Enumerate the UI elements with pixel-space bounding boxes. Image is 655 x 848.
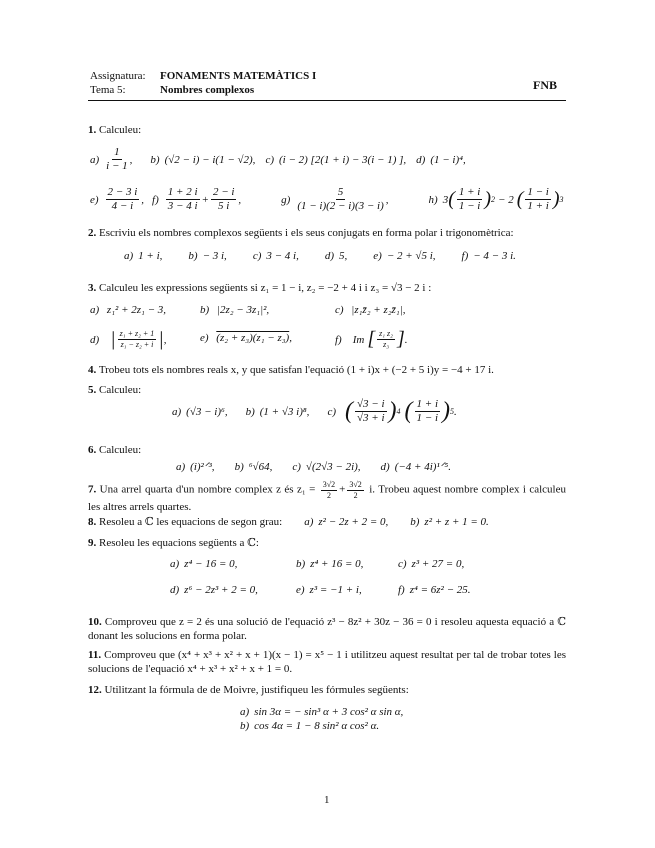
problem-1-row-2: e) $\frac{2 - 3 i}{4 - i}$ , f) $\frac{1 + 2 i}{3 - 4 i}$ + $\frac{2 - i}{5 i}$ , g) $\frac{5}{(1 - i)(2 - i)(3 - i)}$ , h) 3 ( $\frac{1 + i}{1 - i}$ ) 2 − 2 ( $\frac{1 - i}{1 + i}$ ) 3: [90, 186, 564, 213]
problem-2-item: e) − 2 + √5 i,: [373, 250, 436, 262]
problem-3-e: e) (z₂ + z₃)(z₁ − z₃),: [200, 332, 292, 344]
problem-9-item: f) z⁴ = 6z² − 25.: [398, 584, 471, 596]
course-code: FNB: [533, 78, 557, 92]
problem-6-item: b) ⁶√64,: [234, 460, 273, 473]
problem-3-f: f) Im [ $\frac{\text{z₁ z₂}}{\text{z₃}}$ ] .: [335, 328, 408, 350]
problem-9-item: e) z³ = −1 + i,: [296, 584, 362, 596]
problem-1-row-1: a) $\frac{1}{i - 1}$ , b) (√2 − i) − i(1 − √2), c) (i − 2) [2(1 + i) − 3(i − 1) ], d) (1 − i)⁴,: [90, 146, 466, 173]
subject-title: FONAMENTS MATEMÀTICS I: [160, 70, 317, 82]
problem-12-item: a) sin 3α = − sin³ α + 3 cos² α sin α,: [240, 706, 404, 718]
problem-9-item: a) z⁴ − 16 = 0,: [170, 558, 238, 570]
problem-4: 4. Trobeu tots els nombres reals x, y que satisfan l'equació (1 + i)x + (−2 + 5 i)y = −4 + 17 i.: [88, 364, 494, 376]
problem-2-item: f) − 4 − 3 i.: [461, 250, 516, 262]
problem-6-item: c) √(2√3 − 2i),: [292, 460, 361, 473]
problem-12-item: b) cos 4α = 1 − 8 sin² α cos² α.: [240, 720, 380, 732]
problem-2-item: d) 5,: [324, 250, 348, 262]
problem-2-heading: 2. Escriviu els nombres complexos següents i els seus conjugats en forma polar i trigonomètrica:: [88, 227, 514, 239]
problem-9-heading: 9. Resoleu les equacions següents a ℂ:: [88, 537, 259, 549]
problem-8-item: b) z² + z + 1 = 0.: [410, 515, 489, 528]
problem-6-item: a) (i)²ᐟ³,: [176, 461, 215, 473]
problem-6-items: [176, 460, 451, 473]
problem-9-item: c) z³ + 27 = 0,: [398, 558, 465, 570]
problem-6-heading: 6. Calculeu:: [88, 444, 142, 456]
problem-2-item: c) 3 − 4 i,: [252, 250, 299, 262]
problem-2-item: a) 1 + i,: [124, 250, 163, 262]
problem-3-heading: 3. Calculeu les expressions següents si z₁ = 1 − i, z₂ = −2 + 4 i i z₃ = √3 − 2 i :: [88, 282, 432, 294]
subject-label: Assignatura:: [90, 70, 146, 82]
problem-12-items: [240, 705, 403, 733]
header-rule: [88, 100, 566, 101]
problem-11: 11. Comproveu que (x⁴ + x³ + x² + x + 1)(x − 1) = x⁵ − 1 i utilitzeu aquest resultat per tal de trobar totes les solucions de l'equació x⁴ + x³ + x² + x + 1 = 0.: [88, 649, 566, 675]
problem-3-d: d) | $\frac{\text{z₁ + z₂ + 1}}{\text{z₁ − z₂ + i}}$ | ,: [90, 328, 167, 350]
problem-2-item: b) − 3 i,: [188, 250, 227, 262]
problem-9-item: b) z⁴ + 16 = 0,: [296, 558, 364, 570]
problem-3-a: a) z₁² + 2z₁ − 3,: [90, 304, 167, 316]
problem-12-heading: 12. Utilitzant la fórmula de de Moivre, justifiqueu les fórmules següents:: [88, 684, 409, 696]
problem-5-heading: 5. Calculeu:: [88, 384, 142, 396]
topic-label: Tema 5:: [90, 84, 126, 96]
problem-7: 7. Una arrel quarta d'un nombre complex z és z₁ = $\frac{3√2}{2}$ + $\frac{3√2}{2}$ i. Trobeu aquest nombre complex i calculeu les altres arrels quartes.: [88, 480, 566, 514]
problem-5-items: a) (√3 − i)⁶, b) (1 + √3 i)⁸, c) ( $\frac{√3 - i}{√3 + i}$ ) 4 ( $\frac{1 + i}{1 - i}$ ) 5 .: [172, 398, 457, 425]
problem-9-items: [170, 558, 530, 596]
problem-10: 10. Comproveu que z = 2 és una solució de l'equació z³ − 8z² + 30z − 36 = 0 i resoleu aquesta equació a ℂ donant les solucions en forma polar.: [88, 616, 566, 642]
page-number: 1: [324, 794, 330, 806]
problem-3-c: c) |z₁z̄₂ + z₂z̄₁|,: [335, 304, 406, 316]
problem-8-item: a) z² − 2z + 2 = 0,: [304, 515, 389, 528]
problem-8: 8. Resoleu a ℂ les equacions de segon grau: a) z² − 2z + 2 = 0, b) z² + z + 1 = 0.: [88, 515, 489, 528]
problem-1-heading: 1. Calculeu:: [88, 124, 142, 136]
problem-9-item: d) z⁶ − 2z³ + 2 = 0,: [170, 584, 258, 596]
topic-title: Nombres complexos: [160, 84, 255, 96]
problem-2-items: [124, 250, 516, 262]
problem-6-item: d) (−4 + 4i)¹ᐟ⁵.: [380, 461, 451, 473]
problem-3-b: b) |2z₂ − 3z₁|²,: [200, 304, 270, 316]
